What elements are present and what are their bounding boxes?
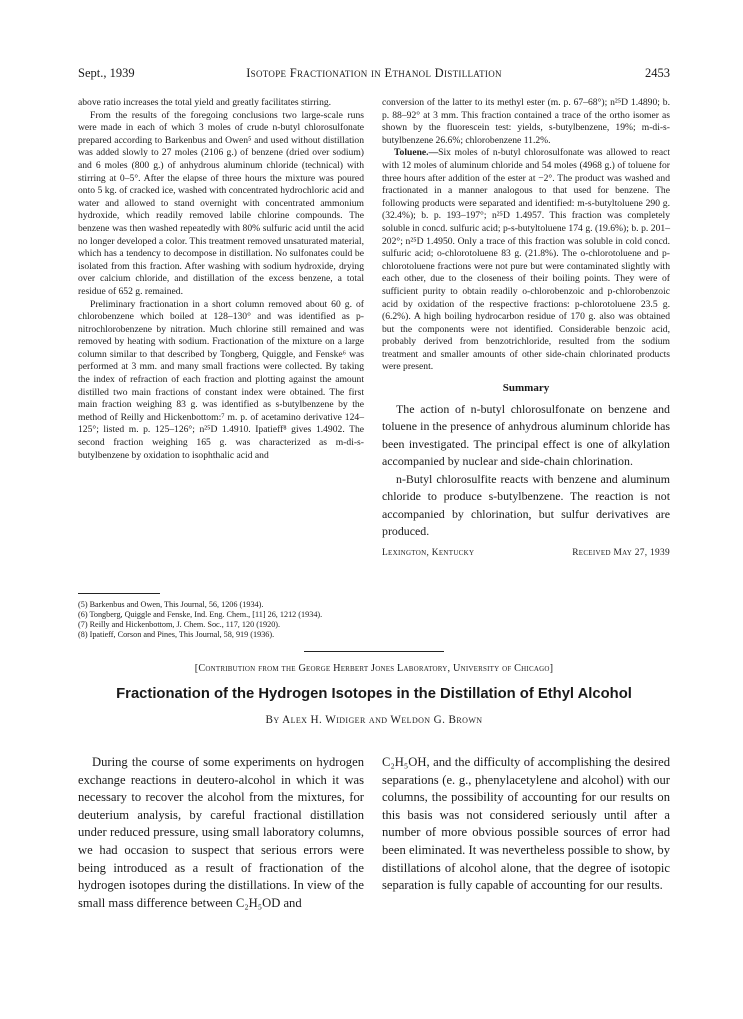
article-body-right	[382, 754, 670, 895]
paragraph: conversion of the latter to its methyl ester (m. p. 67–68°); n²⁵D 1.4890; b. p. 88–92° at 3 mm. This fraction contained a trace of the ortho isomer as shown by the fluorescein test: yields, s-butylbenzene, 19%; m-di-s-butylbenzene 26.6%; chlorobenzene 11.2%.	[382, 97, 670, 146]
header-page-number: 2453	[645, 66, 670, 80]
paragraph-body: Six moles of n-butyl chlorosulfonate was allowed to react with 12 moles of aluminum chloride and 54 moles (4968 g.) of toluene for three hours after addition of the ester at −2°. The product was washed and fractionated in a manner analogous to that used for benzene. The following products were separated and identified: m-s-butyltoluene 290 g. (32.4%); b. p. 193–197°; n²⁵D 1.4957. This fraction was completely soluble in concd. sulfuric acid; p-s-butyltoluene 174 g. (19.6%); b. p. 201–202°; n²⁵D 1.4950. Only a trace of this fraction was soluble in cold concd. sulfuric acid; o-chlorotoluene 83 g. (21.8%). The o-chlorotoluene and p-chlorotoluene fractions were not pure but were contaminated slightly with each other, due to the closeness of their boiling points. They were of sufficient purity to obtain readily o-chlorobenzoic and p-chlorobenzoic acid by oxidation of the respective fractions: p-chlorotoluene 23.5 g. (6.2%). A high boiling hydrocarbon residue of 170 g. also was obtained but the components were not identified. Considerable benzoic acid, probably derived from benzotrichloride, resulted from the sodium treatment and smaller amounts of other side-chain chlorinated products were present.	[382, 147, 670, 373]
running-header	[78, 66, 670, 82]
paragraph	[382, 147, 670, 374]
section-run-in-heading: Toluene.—	[394, 147, 439, 159]
article-body-left	[78, 754, 364, 912]
paragraph: C₂H₅OH, and the difficulty of accomplishing the desired separations (e. g., phenylacetylene and alcohol) with our columns, the possibility of accounting for our results on this basis was not considered seriously until after a number of more obvious possible sources of error had been eliminated. It was nevertheless possible to show, by distillations of alcohol alone, that the degree of isotopic separation is fully capable of accounting for our results.	[382, 755, 670, 893]
article-authors: By Alex H. Widiger and Weldon G. Brown	[265, 714, 483, 726]
footnote: (7) Reilly and Hickenbottom, J. Chem. Soc., 117, 120 (1920).	[78, 620, 281, 629]
summary-heading: Summary	[502, 382, 550, 395]
paragraph: above ratio increases the total yield and greatly facilitates stirring.	[78, 97, 332, 108]
journal-page	[78, 0, 670, 1019]
right-column	[382, 97, 670, 559]
paragraph: The action of n-butyl chlorosulfonate on benzene and toluene in the presence of anhydrous aluminum chloride has been investigated. The principal effect is one of alkylation accompanied by nuclear and side-chain chlorination.	[382, 401, 670, 469]
article-title: Fractionation of the Hydrogen Isotopes in the Distillation of Ethyl Alcohol	[116, 686, 632, 702]
location: Lexington, Kentucky	[382, 547, 475, 558]
left-column	[78, 97, 364, 462]
footnote: (5) Barkenbus and Owen, This Journal, 56, 1206 (1934).	[78, 600, 264, 609]
summary-body	[382, 401, 670, 541]
footnote-rule	[78, 593, 160, 594]
paragraph: From the results of the foregoing conclusions two large-scale runs were made in each of which 3 moles of crude n-butyl chlorosulfonate prepared according to Barkenbus and Owen⁵ and used without distillation was added slowly to 27 moles (2106 g.) of benzene (dried over sodium) and 6 moles (800 g.) of anhydrous aluminum chloride (technical) with stirring at 0–5°. After the elapse of three hours the mixture was poured onto 5 kg. of cracked ice, washed with concentrated hydrochloric acid and water and allowed to stand overnight with concentrated ammonium hydroxide, which readily removed labile chlorine compounds. The benzene was then washed repeatedly with 80% sulfuric acid until the acid no longer developed a color. This treatment removed unsaturated material, which has a tendency to decompose in distillation. No sulfonates could be isolated from this fraction. After washing with sodium hydroxide, drying over calcium chloride, and distillation of the excess benzene, a total residue of 652 g. remained.	[78, 109, 364, 297]
paragraph: During the course of some experiments on hydrogen exchange reactions in deutero-alcohol in which it was necessary to recover the alcohol from the mixtures, for deuterium analysis, by careful fractional distillation under reduced pressure, using small laboratory columns, we had occasion to suspect that serious errors were being introduced as a result of fractionation of the hydrogen isotopes during the distillations. In view of the small mass difference between C₂H₅OD and	[78, 755, 364, 910]
footnotes	[78, 600, 364, 640]
signature-line	[382, 547, 670, 560]
section-rule	[304, 651, 444, 652]
received-date: Received May 27, 1939	[572, 547, 670, 558]
header-running-title: Isotope Fractionation in Ethanol Distillation	[246, 66, 502, 80]
header-date: Sept., 1939	[78, 66, 135, 80]
paragraph: n-Butyl chlorosulfite reacts with benzene and aluminum chloride to produce s-butylbenzene. The reaction is not accompanied by chlorination, but sulfur derivatives are produced.	[382, 471, 670, 539]
paragraph: Preliminary fractionation in a short column removed about 60 g. of chlorobenzene which boiled at 128–130° and was identified as p-nitrochlorobenzene by nitration. Much chlorine still remained and was removed by heating with sodium. Fractionation of the mixture on a large column similar to that described by Tongberg, Quiggle, and Fenske⁶ was performed at 3 mm. and many small fractions were collected. By taking the index of refraction of each fraction and plotting against the amount distilled two main fractions of constant index were obtained. The first main fraction weighing 83 g. was identified as s-butylbenzene by the method of Reilly and Hickenbottom:⁷ m. p. of acetamino derivative 124–125°; listed m. p. 125–126°; n²⁵D 1.4910. Ipatieff⁸ gives 1.4902. The second fraction weighing 165 g. was characterized as m-di-s-butylbenzene by oxidation to isophthalic acid and	[78, 298, 364, 461]
footnote: (6) Tongberg, Quiggle and Fenske, Ind. Eng. Chem., [11] 26, 1212 (1934).	[78, 610, 323, 619]
contribution-line: [Contribution from the George Herbert Jones Laboratory, University of Chicago]	[194, 663, 554, 674]
footnote: (8) Ipatieff, Corson and Pines, This Journal, 58, 919 (1936).	[78, 630, 275, 639]
